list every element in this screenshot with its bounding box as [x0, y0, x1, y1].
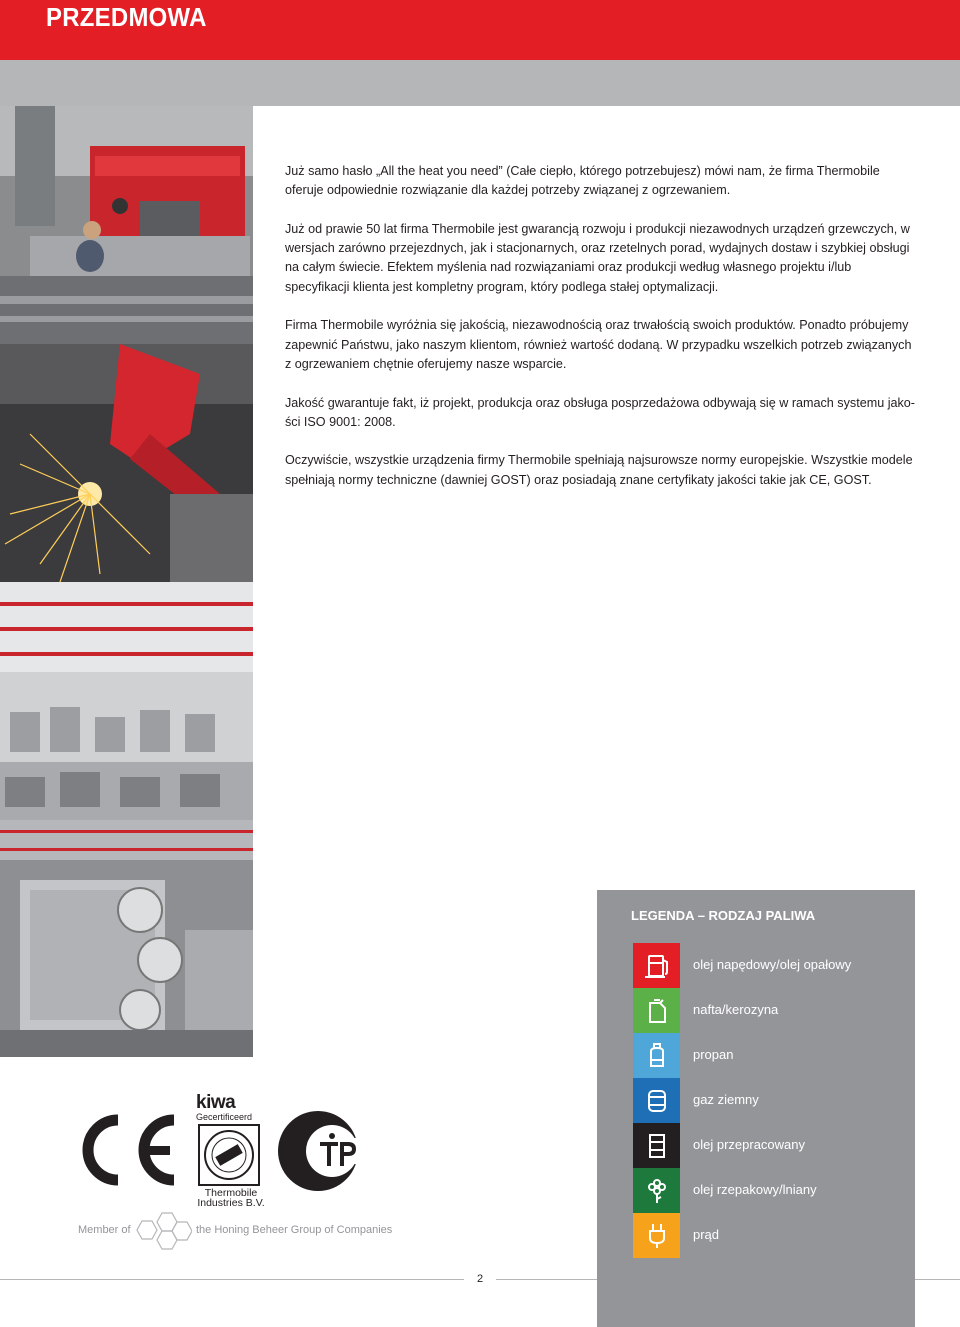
- paragraph: Oczywiście, wszystkie urządzenia firmy Thermobile spełniają najsurowsze normy europejskie. Wszystkie modele spełniają normy techniczne (dawniej GOST) oraz posiadają znane certyfikaty jakości takie jak CE, GOST.: [285, 453, 913, 487]
- member-of-label: Member of: [78, 1224, 131, 1236]
- header-band: [0, 0, 960, 60]
- header-gray-band: [0, 60, 960, 106]
- legend-label: olej napędowy/olej opałowy: [693, 957, 852, 972]
- legend-label: nafta/kerozyna: [693, 1002, 779, 1017]
- kiwa-company-name: Industries B.V.: [197, 1197, 265, 1209]
- legend-label: gaz ziemny: [693, 1092, 759, 1107]
- photo-factory-hall: [0, 582, 253, 820]
- gas-meter-icon: [633, 1078, 680, 1123]
- photo-welding-robot: [0, 344, 253, 582]
- kiwa-company-name: Thermobile: [204, 1187, 258, 1199]
- rapeseed-flower-icon: [633, 1168, 680, 1213]
- photo-column: [0, 106, 253, 1057]
- iso-seal-icon: [198, 1124, 260, 1186]
- footer-rule-right-end: [915, 1279, 960, 1280]
- tp-mark-icon: [276, 1108, 372, 1199]
- jerrycan-icon: [633, 988, 680, 1033]
- hexagon-logo-icon: [132, 1210, 192, 1257]
- footer-rule-left: [0, 1279, 464, 1280]
- legend-label: olej przepracowany: [693, 1137, 806, 1152]
- legend-item-electricity: [633, 1213, 903, 1258]
- footer-rule-right: [496, 1279, 597, 1280]
- paragraph: Już od prawie 50 lat firma Thermobile jest gwarancją rozwoju i produkcji niezawodnych urządzeń grzewczych, w wersjach zarówno przejezdnych, jak i stacjonarnych, oraz rzetelnych porad, wydajnych dostaw i szybkiej obsługi na całym świecie. Efektem myślenia nad rozwiązaniami oraz produkcji według własnego projektu i/lub specyfikacji klienta jest kompletny program, który podlega stałej optymalizacji.: [285, 221, 910, 294]
- legend-item-rapeseed-oil: [633, 1168, 903, 1213]
- photo-heaters: [0, 820, 253, 1057]
- fuel-pump-icon: [633, 943, 680, 988]
- kiwa-certificate: [196, 1094, 266, 1208]
- legend-panel: [597, 890, 915, 1327]
- ce-mark-icon: [76, 1112, 180, 1193]
- legend-item-kerosene: [633, 988, 903, 1033]
- page-title: PRZEDMOWA: [46, 2, 207, 32]
- paragraph: Jakość gwarantuje fakt, iż projekt, produkcja oraz obsługa posprzedażowa odbywają się w ramach systemu jako-ści ISO 9001: 2008.: [285, 395, 915, 429]
- gas-bottle-icon: [633, 1033, 680, 1078]
- kiwa-certified-label: Gecertificeerd: [196, 1112, 253, 1122]
- paragraph: Firma Thermobile wyróżnia się jakością, niezawodnością oraz trwałością swoich produktów. Ponadto próbujemy zapewnić Państwu, jako naszym klientom, również wartość dodaną. W przypadku wszelkich potrzeb związanych z ogrzewaniem chętnie oferujemy nasze wsparcie.: [285, 318, 912, 371]
- body-text: [285, 162, 915, 509]
- legend-label: olej rzepakowy/lniany: [693, 1182, 817, 1197]
- legend-title: LEGENDA – RODZAJ PALIWA: [631, 908, 816, 923]
- honing-group-label: the Honing Beheer Group of Companies: [196, 1224, 393, 1236]
- legend-item-natural-gas: [633, 1078, 903, 1123]
- legend-item-diesel: [633, 943, 903, 988]
- legend-label: propan: [693, 1047, 734, 1062]
- photo-punch-press: [0, 106, 253, 344]
- paragraph: Już samo hasło „All the heat you need” (Całe ciepło, którego potrzebujesz) mówi nam, że firma Thermobile oferuje odpowiednie rozwiązanie dla każdej potrzeby związanej z ogrzewaniem.: [285, 164, 880, 198]
- legend-item-waste-oil: [633, 1123, 903, 1168]
- legend-item-propane: [633, 1033, 903, 1078]
- legend-label: prąd: [693, 1227, 720, 1242]
- page-number: 2: [476, 1273, 484, 1285]
- oil-barrel-icon: [633, 1123, 680, 1168]
- kiwa-logo: kiwa: [196, 1092, 236, 1113]
- electric-plug-icon: [633, 1213, 680, 1258]
